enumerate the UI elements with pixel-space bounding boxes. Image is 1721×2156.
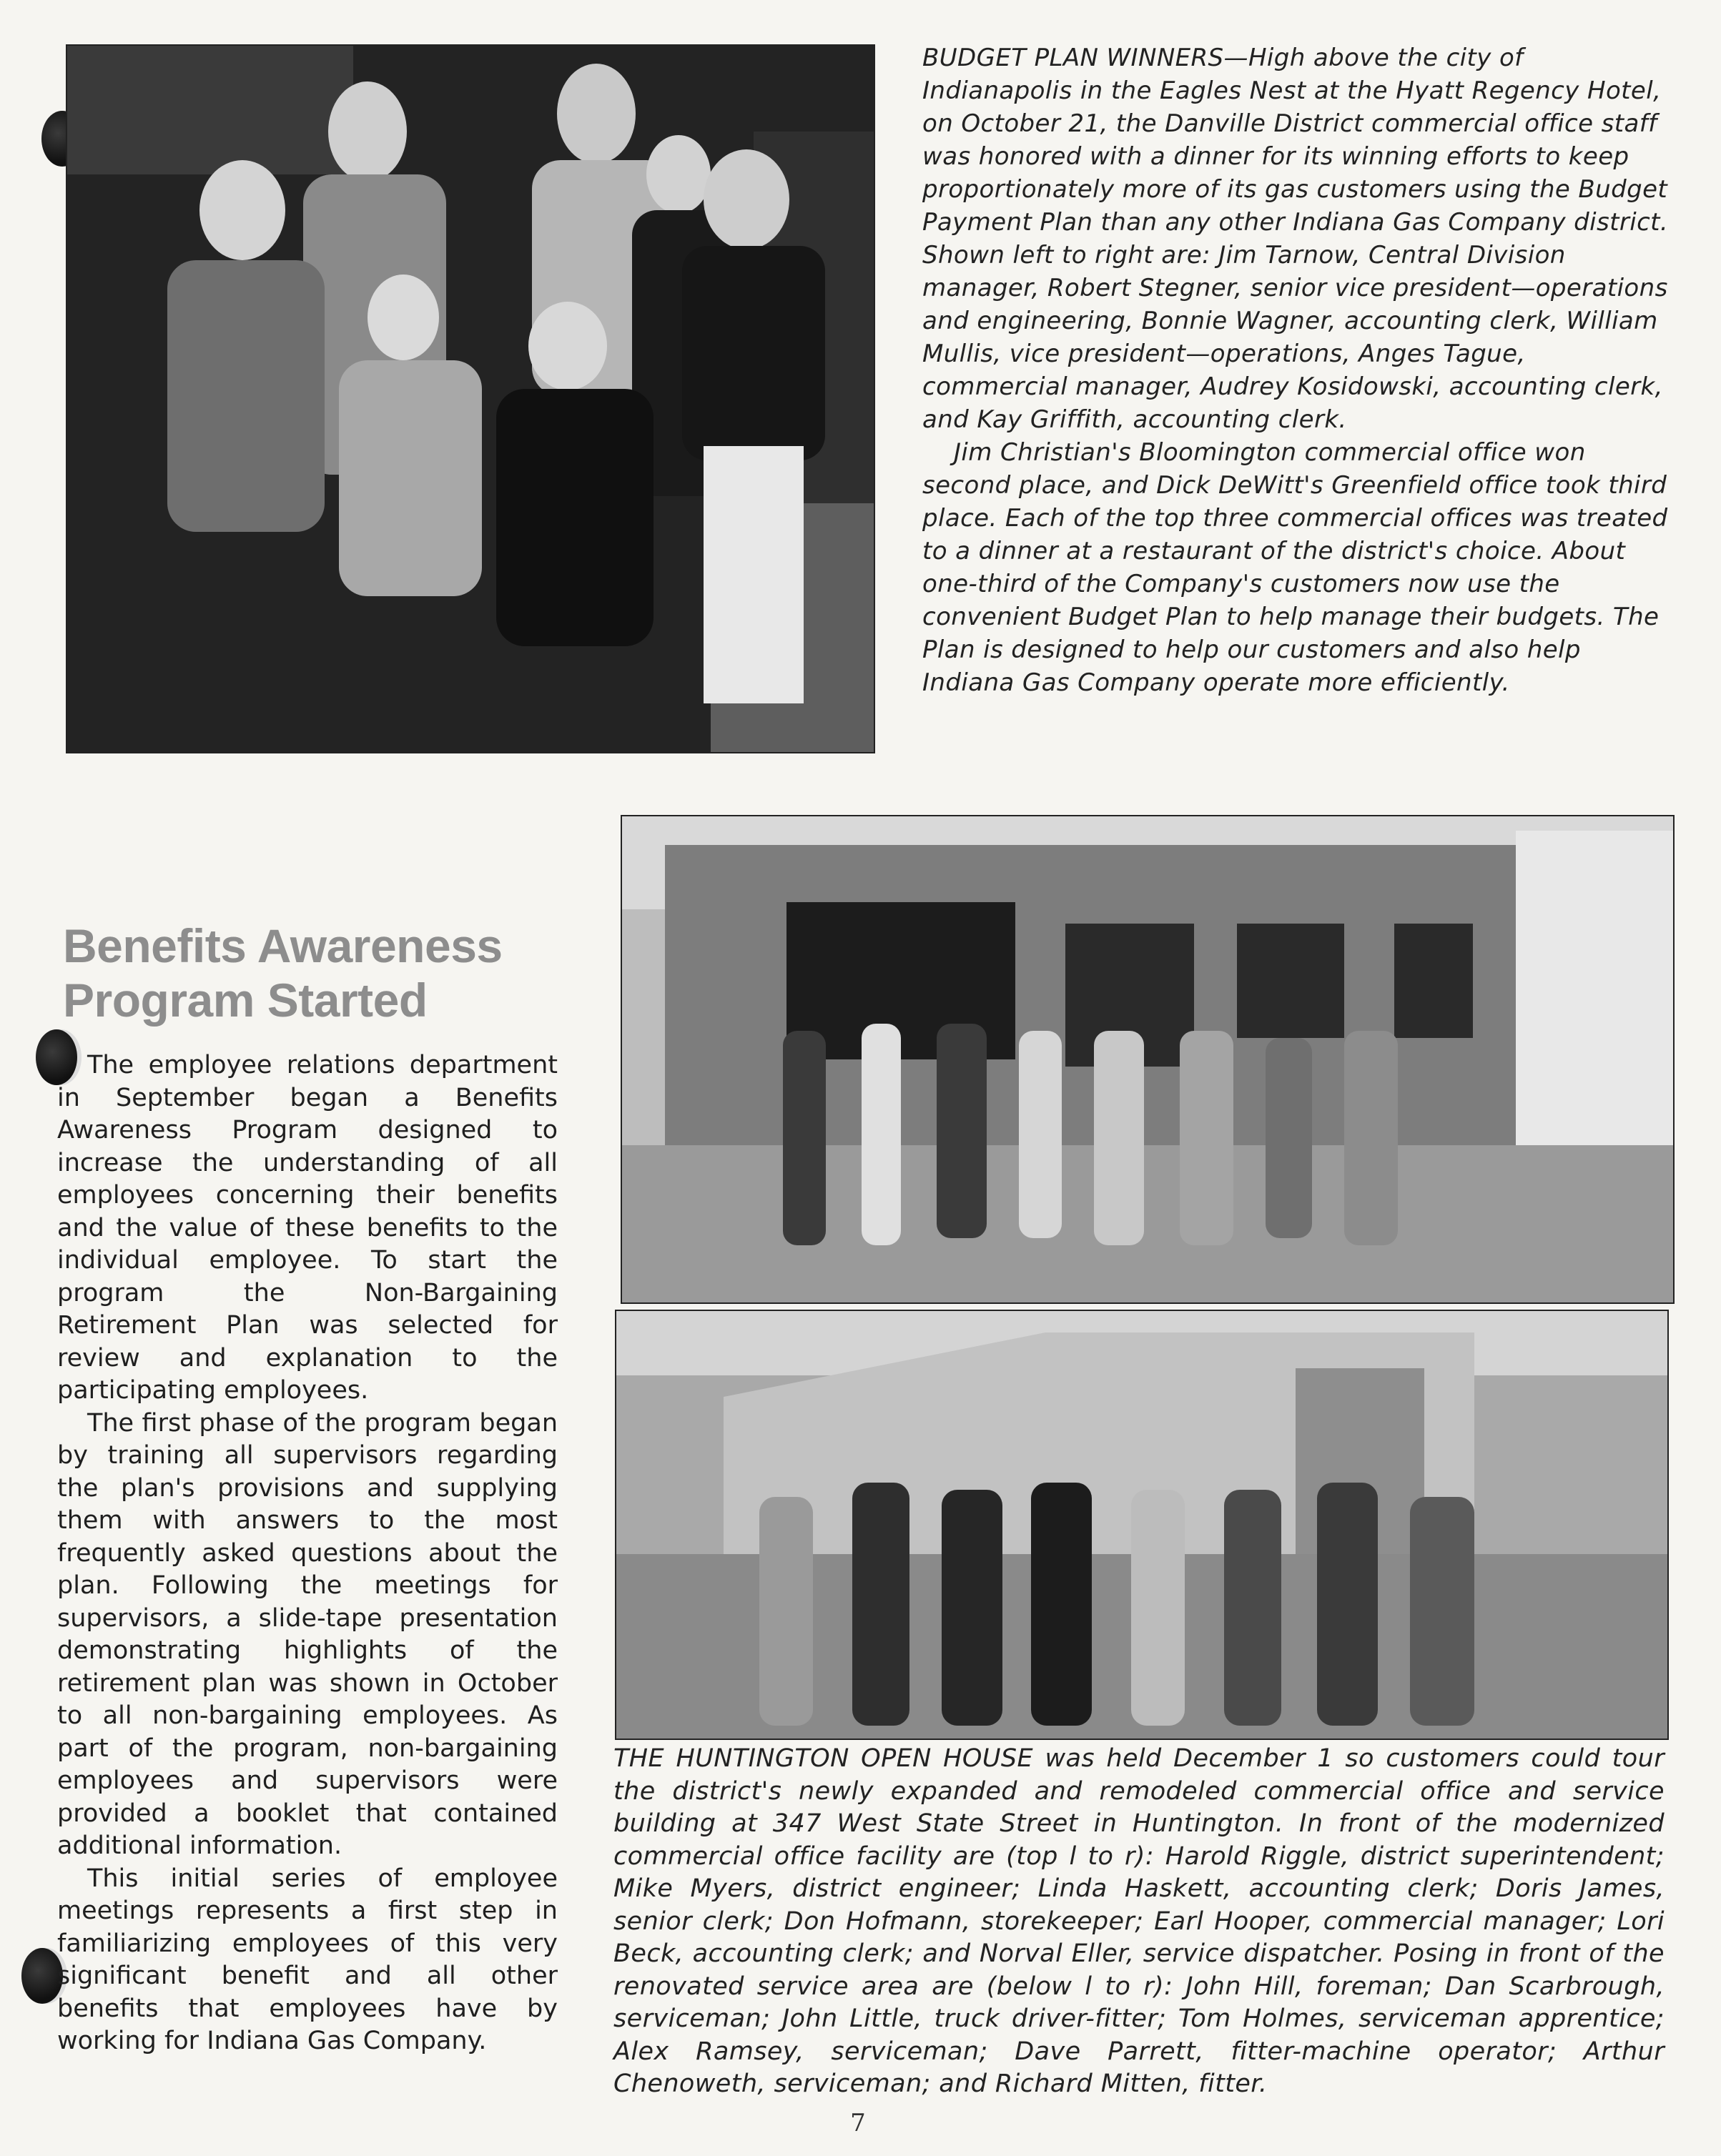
huntington-caption	[613, 1743, 1665, 2101]
office-building-photo-icon	[622, 816, 1673, 1302]
service-area-photo	[615, 1310, 1669, 1740]
article-paragraph-1: The employee relations department in September began a Benefits Awareness Program designed to increase the understanding of all employees concerning their benefits and the value of these benefits to the individual employee. To start the program the Non-Bargaining Retirement Plan was selected for review and explanation to the participating employees.	[57, 1051, 558, 1405]
page-number: 7	[850, 2109, 866, 2137]
budget-caption-paragraph-1: BUDGET PLAN WINNERS—High above the city of Indianapolis in the Eagles Nest at the Hyatt Regency Hotel, on October 21, the Danville District commercial office staff was honored with a dinner for its winning efforts to keep proportionately more of its gas customers using the Budget Payment Plan than any other Indiana Gas Company district. Shown left to right are: Jim Tarnow, Central Division manager, Robert Stegner, senior vice president—operations and engineering, Bonnie Wagner, accounting clerk, William Mullis, vice president—operations, Anges Tague, commercial manager, Audrey Kosidowski, accounting clerk, and Kay Griffith, accounting clerk.	[922, 44, 1669, 434]
article-paragraph-3: This initial series of employee meetings represents a first step in familiarizing employees of this very significant benefit and all other benefits that employees have by working for Indiana Gas Company.	[57, 1864, 558, 2055]
service-building-photo-icon	[616, 1311, 1667, 1739]
group-photo-icon	[67, 46, 874, 752]
article-paragraph-2: The first phase of the program began by training all supervisors regarding the plan's provisions and supplying them with answers to the most frequently asked questions about the plan. Following the meetings for supervisors, a slide-tape presentation demonstrating highlights of the retirement plan was shown in October to all non-bargaining employees. As part of the program, non-bargaining employees and supervisors were provided a booklet that contained additional information.	[57, 1408, 558, 1860]
article-body	[57, 1049, 558, 2058]
commercial-office-photo	[621, 815, 1675, 1304]
budget-plan-winners-photo	[66, 44, 875, 753]
budget-plan-caption	[922, 41, 1673, 699]
article-headline: Benefits Awareness Program Started	[63, 919, 503, 1027]
huntington-caption-text: THE HUNTINGTON OPEN HOUSE was held December 1 so customers could tour the district's newly expanded and remodeled commercial office and service building at 347 West State Street in Huntington. In front of the modernized commercial office facility are (top l to r): Harold Riggle, district superintendent; Mike Myers, district engineer; Linda Haskett, accounting clerk; Doris James, senior clerk; Don Hofmann, storekeeper; Earl Hooper, commercial manager; Lori Beck, accounting clerk; and Norval Eller, service dispatcher. Posing in front of the renovated service area are (below l to r): John Hill, foreman; Dan Scarbrough, serviceman; John Little, truck driver-fitter; Tom Holmes, serviceman apprentice; Alex Ramsey, serviceman; Dave Parrett, fitter-machine operator; Arthur Chenoweth, serviceman; and Richard Mitten, fitter.	[613, 1744, 1665, 2098]
budget-caption-paragraph-2: Jim Christian's Bloomington commercial office won second place, and Dick DeWitt's Greenfield office took third place. Each of the top three commercial offices was treated to a dinner at a restaurant of the district's choice. About one-third of the Company's customers now use the convenient Budget Plan to help manage their budgets. The Plan is designed to help our customers and also help Indiana Gas Company operate more efficiently.	[922, 438, 1668, 697]
